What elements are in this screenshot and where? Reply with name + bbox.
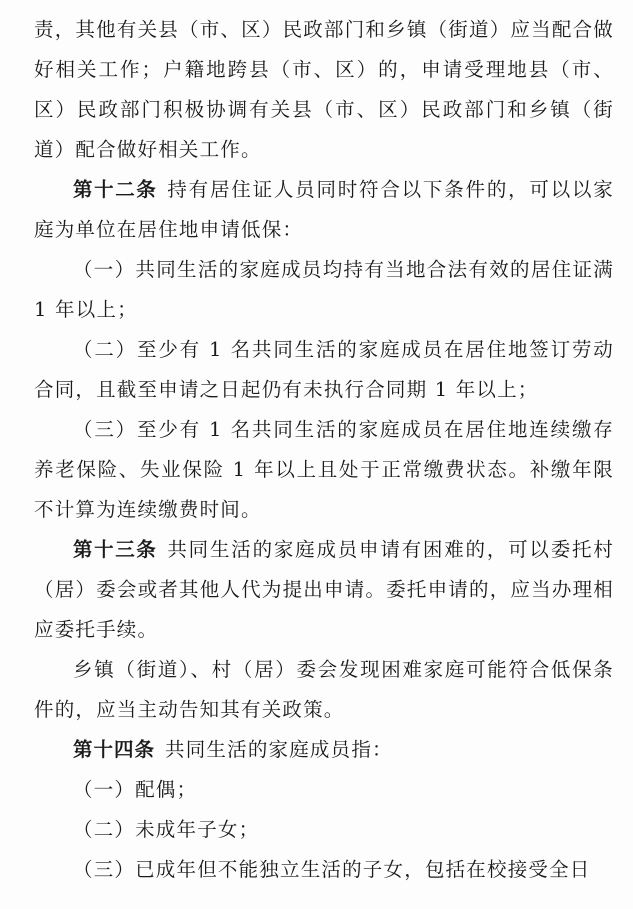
article-12-body: 持有居住证人员同时符合以下条件的，可以以家庭为单位在居住地申请低保： [34, 178, 614, 241]
article-13-body: 共同生活的家庭成员申请有困难的，可以委托村（居）委会或者其他人代为提出申请。委托申请的，应当办理相应委托手续。 [34, 538, 614, 641]
article-14-heading: 第十四条 [73, 738, 156, 761]
article-12-heading: 第十二条 [73, 178, 158, 201]
article-13-heading: 第十三条 [73, 538, 158, 561]
article-12-item-1: （一）共同生活的家庭成员均持有当地合法有效的居住证满 1 年以上； [34, 258, 614, 321]
paragraph-continuation: 责，其他有关县（市、区）民政部门和乡镇（街道）应当配合做好相关工作；户籍地跨县（市、区）的，申请受理地县（市、区）民政部门积极协调有关县（市、区）民政部门和乡镇（街道）配合做好相关工作。 [34, 18, 614, 161]
article-13 [34, 530, 614, 650]
article-13-paragraph-2: 乡镇（街道）、村（居）委会发现困难家庭可能符合低保条件的，应当主动告知其有关政策。 [34, 658, 614, 721]
article-12-item-2: （二）至少有 1 名共同生活的家庭成员在居住地签订劳动合同，且截至申请之日起仍有未执行合同期 1 年以上； [34, 338, 614, 401]
article-14-body: 共同生活的家庭成员指： [165, 738, 393, 761]
article-14 [34, 730, 614, 770]
article-14-item-2: （二）未成年子女； [73, 818, 260, 841]
article-14-item-3: （三）已成年但不能独立生活的子女，包括在校接受全日 [73, 858, 591, 881]
article-14-item-1: （一）配偶； [73, 778, 198, 801]
article-12-item-3: （三）至少有 1 名共同生活的家庭成员在居住地连续缴存养老保险、失业保险 1 年以上且处于正常缴费状态。补缴年限不计算为连续缴费时间。 [34, 418, 614, 521]
article-12 [34, 170, 614, 250]
